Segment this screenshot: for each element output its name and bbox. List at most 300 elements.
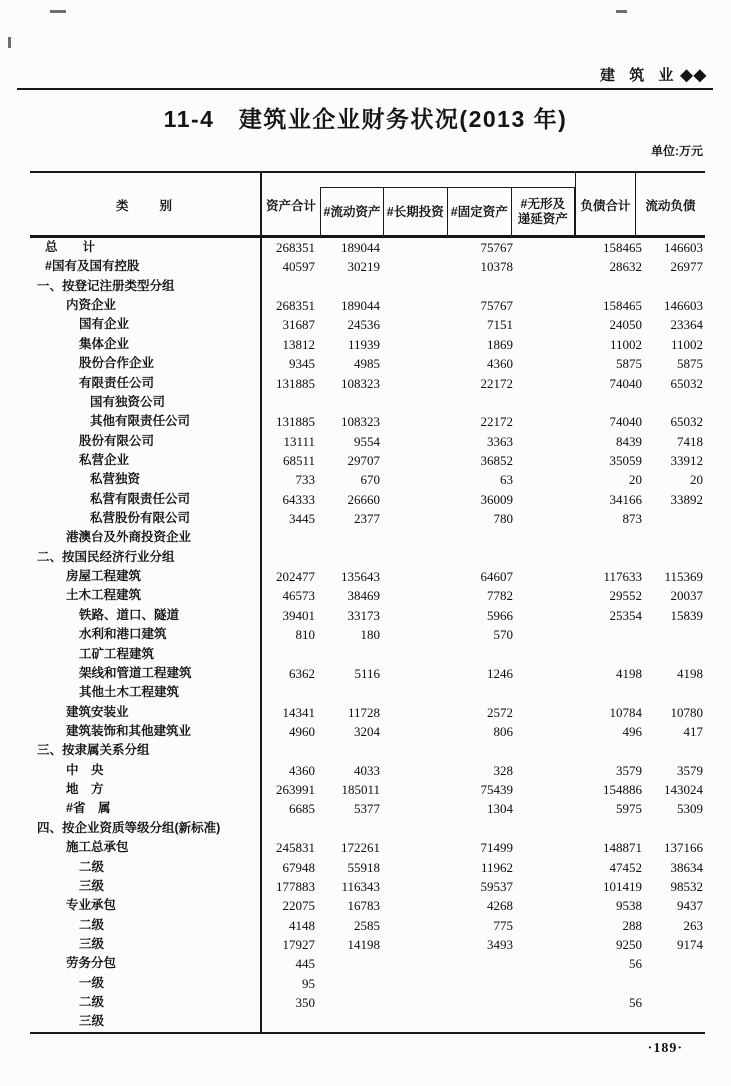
cell-intangible-deferred (513, 335, 575, 354)
col-header-current-liabilities: 流动负债 (635, 173, 705, 237)
row-label: 房屋工程建筑 (30, 567, 262, 586)
cell-intangible-deferred (513, 296, 575, 315)
table-row (30, 683, 705, 702)
table-row (30, 548, 705, 567)
cell-assets-total: 68511 (282, 452, 315, 468)
cell-current-assets (315, 528, 380, 547)
cell-liabilities-total: 9538 (616, 898, 642, 914)
cell-current-liabilities (642, 819, 705, 838)
cell-longterm-investment (380, 412, 447, 431)
row-label: 二级 (30, 993, 262, 1012)
cell-current-liabilities: 20037 (670, 588, 703, 604)
cell-current-assets: 135643 (341, 569, 380, 585)
col-header-assets-total: 资产合计 (265, 199, 316, 213)
cell-intangible-deferred (513, 858, 575, 877)
cell-intangible-deferred (513, 877, 575, 896)
cell-current-liabilities: 417 (683, 723, 703, 739)
cell-assets-total (262, 528, 315, 547)
cell-current-assets: 189044 (341, 298, 380, 314)
table-row (30, 315, 705, 334)
row-label: 铁路、道口、隧道 (30, 606, 262, 625)
cell-longterm-investment (380, 838, 447, 857)
cell-current-liabilities: 9437 (677, 898, 703, 914)
cell-assets-total: 4360 (289, 762, 315, 778)
cell-current-assets: 11728 (347, 704, 380, 720)
cell-liabilities-total: 288 (622, 917, 642, 933)
row-label: 港澳台及外商投资企业 (30, 528, 262, 547)
table-row (30, 586, 705, 605)
cell-liabilities-total (575, 683, 642, 702)
row-label: 三、按隶属关系分组 (30, 741, 262, 760)
col-header-longterm-investment: #长期投资 (383, 187, 449, 237)
cell-intangible-deferred (513, 974, 575, 993)
cell-longterm-investment (380, 799, 447, 818)
cell-current-liabilities: 33892 (670, 491, 703, 507)
cell-longterm-investment (380, 703, 447, 722)
cell-longterm-investment (380, 683, 447, 702)
table-row (30, 257, 705, 276)
row-label: 劳务分包 (30, 954, 262, 973)
cell-assets-total: 4148 (289, 917, 315, 933)
table-row (30, 296, 705, 315)
row-label: 国有企业 (30, 315, 262, 334)
cell-longterm-investment (380, 296, 447, 315)
col-header-intangible-line2: 递延资产 (517, 212, 568, 226)
cell-current-liabilities (642, 741, 705, 760)
cell-current-assets: 2377 (354, 511, 380, 527)
cell-fixed-assets: 7782 (487, 588, 513, 604)
cell-liabilities-total: 20 (629, 472, 642, 488)
cell-current-assets: 180 (360, 627, 380, 643)
cell-assets-total: 263991 (276, 782, 315, 798)
cell-intangible-deferred (513, 490, 575, 509)
table-row (30, 645, 705, 664)
cell-longterm-investment (380, 645, 447, 664)
cell-fixed-assets: 3493 (487, 936, 513, 952)
cell-current-assets: 108323 (341, 375, 380, 391)
cell-intangible-deferred (513, 993, 575, 1012)
row-label: 股份合作企业 (30, 354, 262, 373)
cell-fixed-assets: 11962 (480, 859, 513, 875)
cell-liabilities-total: 158465 (603, 240, 642, 255)
cell-current-liabilities: 7418 (677, 433, 703, 449)
cell-assets-total: 3445 (289, 511, 315, 527)
cell-fixed-assets: 1246 (487, 665, 513, 681)
cell-current-assets (315, 974, 380, 993)
row-label: 工矿工程建筑 (30, 645, 262, 664)
cell-liabilities-total: 29552 (609, 588, 642, 604)
cell-fixed-assets (447, 954, 513, 973)
cell-fixed-assets: 7151 (487, 317, 513, 333)
cell-fixed-assets: 59537 (480, 878, 513, 894)
cell-current-liabilities: 5875 (677, 356, 703, 372)
cell-assets-total: 733 (295, 472, 315, 488)
table-row (30, 1012, 705, 1031)
cell-longterm-investment (380, 741, 447, 760)
cell-liabilities-total: 74040 (609, 375, 642, 391)
cell-liabilities-total: 8439 (616, 433, 642, 449)
running-head-label: 建 筑 业 (600, 67, 679, 84)
cell-liabilities-total: 5975 (616, 801, 642, 817)
cell-current-liabilities: 23364 (670, 317, 703, 333)
cell-assets-total (262, 548, 315, 567)
cell-intangible-deferred (513, 238, 575, 257)
finance-table (30, 171, 705, 1034)
table-row (30, 625, 705, 644)
row-label: 私营有限责任公司 (30, 490, 262, 509)
cell-liabilities-total (575, 741, 642, 760)
table-row (30, 490, 705, 509)
cell-liabilities-total: 154886 (603, 782, 642, 798)
table-row (30, 741, 705, 760)
table-row (30, 916, 705, 935)
cell-current-liabilities (642, 277, 705, 296)
row-label: 三级 (30, 1012, 262, 1031)
cell-fixed-assets: 36852 (480, 452, 513, 468)
cell-intangible-deferred (513, 935, 575, 954)
cell-current-assets: 5377 (354, 801, 380, 817)
cell-current-assets: 4033 (354, 762, 380, 778)
table-row (30, 238, 705, 257)
cell-assets-total: 31687 (282, 317, 315, 333)
cell-intangible-deferred (513, 761, 575, 780)
diamond-icons: ◆◆ (680, 66, 707, 84)
cell-current-assets: 16783 (347, 898, 380, 914)
cell-intangible-deferred (513, 509, 575, 528)
table-row (30, 703, 705, 722)
row-label: 内资企业 (30, 296, 262, 315)
table-row (30, 432, 705, 451)
cell-current-liabilities: 263 (683, 917, 703, 933)
cell-assets-total: 245831 (276, 840, 315, 856)
cell-current-liabilities (642, 393, 705, 412)
cell-liabilities-total (575, 645, 642, 664)
table-row (30, 993, 705, 1012)
cell-assets-total: 17927 (282, 936, 315, 952)
cell-liabilities-total (575, 1012, 642, 1031)
cell-fixed-assets: 22172 (480, 375, 513, 391)
cell-intangible-deferred (513, 315, 575, 334)
cell-current-assets (315, 277, 380, 296)
cell-intangible-deferred (513, 683, 575, 702)
cell-longterm-investment (380, 470, 447, 489)
table-row (30, 974, 705, 993)
cell-longterm-investment (380, 335, 447, 354)
cell-intangible-deferred (513, 645, 575, 664)
cell-longterm-investment (380, 935, 447, 954)
table-row (30, 528, 705, 547)
table-row (30, 896, 705, 915)
cell-intangible-deferred (513, 741, 575, 760)
cell-longterm-investment (380, 393, 447, 412)
cell-liabilities-total: 24050 (609, 317, 642, 333)
cell-assets-total (262, 683, 315, 702)
cell-fixed-assets (447, 393, 513, 412)
cell-assets-total (262, 741, 315, 760)
cell-liabilities-total: 3579 (616, 762, 642, 778)
cell-fixed-assets: 780 (493, 511, 513, 527)
cell-current-assets: 108323 (341, 414, 380, 430)
cell-longterm-investment (380, 974, 447, 993)
cell-current-assets (315, 993, 380, 1012)
cell-current-liabilities: 3579 (677, 762, 703, 778)
cell-fixed-assets: 22172 (480, 414, 513, 430)
table-header-row (30, 171, 705, 238)
table-row (30, 935, 705, 954)
scan-artifact (616, 10, 627, 13)
cell-liabilities-total: 10784 (609, 704, 642, 720)
cell-fixed-assets (447, 993, 513, 1012)
cell-fixed-assets: 5966 (487, 607, 513, 623)
cell-liabilities-total: 117633 (603, 569, 642, 585)
cell-longterm-investment (380, 490, 447, 509)
cell-current-assets (315, 954, 380, 973)
cell-fixed-assets (447, 741, 513, 760)
cell-intangible-deferred (513, 896, 575, 915)
cell-longterm-investment (380, 896, 447, 915)
row-label: 私营股份有限公司 (30, 509, 262, 528)
cell-intangible-deferred (513, 393, 575, 412)
cell-current-assets: 11939 (347, 336, 380, 352)
cell-fixed-assets (447, 1012, 513, 1031)
cell-intangible-deferred (513, 780, 575, 799)
cell-intangible-deferred (513, 412, 575, 431)
cell-current-assets: 38469 (347, 588, 380, 604)
scan-artifact (50, 10, 66, 13)
cell-longterm-investment (380, 548, 447, 567)
cell-assets-total: 14341 (282, 704, 315, 720)
cell-current-liabilities: 137166 (664, 840, 703, 856)
cell-current-liabilities: 4198 (677, 665, 703, 681)
cell-assets-total: 4960 (289, 723, 315, 739)
cell-longterm-investment (380, 819, 447, 838)
cell-longterm-investment (380, 664, 447, 683)
cell-assets-total: 268351 (276, 240, 315, 255)
cell-longterm-investment (380, 528, 447, 547)
cell-liabilities-total: 56 (629, 995, 642, 1011)
cell-current-liabilities (642, 974, 705, 993)
cell-longterm-investment (380, 315, 447, 334)
cell-current-liabilities: 26977 (670, 259, 703, 275)
cell-liabilities-total (575, 528, 642, 547)
cell-current-liabilities: 65032 (670, 375, 703, 391)
cell-intangible-deferred (513, 567, 575, 586)
cell-assets-total: 131885 (276, 414, 315, 430)
cell-liabilities-total: 148871 (603, 840, 642, 856)
cell-current-assets: 30219 (347, 259, 380, 275)
cell-current-liabilities (642, 993, 705, 1012)
cell-current-liabilities (642, 528, 705, 547)
cell-fixed-assets (447, 277, 513, 296)
cell-assets-total (262, 277, 315, 296)
row-label: 其他有限责任公司 (30, 412, 262, 431)
table-row (30, 354, 705, 373)
cell-current-liabilities: 9174 (677, 936, 703, 952)
cell-assets-total: 95 (302, 975, 315, 991)
cell-current-liabilities: 20 (690, 472, 703, 488)
cell-fixed-assets: 71499 (480, 840, 513, 856)
table-row (30, 606, 705, 625)
cell-current-assets: 14198 (347, 936, 380, 952)
cell-current-liabilities: 15839 (670, 607, 703, 623)
row-label: 建筑安装业 (30, 703, 262, 722)
table-row (30, 412, 705, 431)
cell-fixed-assets: 4268 (487, 898, 513, 914)
cell-fixed-assets: 2572 (487, 704, 513, 720)
cell-assets-total: 131885 (276, 375, 315, 391)
cell-assets-total: 22075 (282, 898, 315, 914)
cell-liabilities-total: 873 (622, 511, 642, 527)
cell-current-assets: 116343 (341, 878, 380, 894)
cell-current-liabilities: 11002 (670, 336, 703, 352)
row-label: 水利和港口建筑 (30, 625, 262, 644)
row-label: 二级 (30, 916, 262, 935)
cell-assets-total: 40597 (282, 259, 315, 275)
cell-intangible-deferred (513, 954, 575, 973)
cell-intangible-deferred (513, 1012, 575, 1031)
cell-intangible-deferred (513, 451, 575, 470)
cell-longterm-investment (380, 993, 447, 1012)
cell-fixed-assets (447, 683, 513, 702)
cell-longterm-investment (380, 238, 447, 257)
cell-current-liabilities: 146603 (664, 298, 703, 314)
cell-liabilities-total: 25354 (609, 607, 642, 623)
cell-current-assets: 5116 (354, 665, 380, 681)
table-row (30, 567, 705, 586)
cell-liabilities-total (575, 277, 642, 296)
row-label: 私营企业 (30, 451, 262, 470)
cell-fixed-assets: 775 (493, 917, 513, 933)
row-label: 一、按登记注册类型分组 (30, 277, 262, 296)
cell-current-liabilities (642, 645, 705, 664)
cell-longterm-investment (380, 761, 447, 780)
cell-current-assets: 29707 (347, 452, 380, 468)
cell-fixed-assets: 3363 (487, 433, 513, 449)
cell-liabilities-total: 56 (629, 956, 642, 972)
row-label: 地 方 (30, 780, 262, 799)
cell-longterm-investment (380, 780, 447, 799)
cell-fixed-assets (447, 548, 513, 567)
cell-assets-total: 202477 (276, 569, 315, 585)
row-label: #省 属 (30, 799, 262, 818)
table-row (30, 451, 705, 470)
cell-current-assets: 2585 (354, 917, 380, 933)
cell-liabilities-total: 101419 (603, 878, 642, 894)
row-label: 国有独资公司 (30, 393, 262, 412)
row-label: 集体企业 (30, 335, 262, 354)
cell-intangible-deferred (513, 470, 575, 489)
cell-current-assets: 185011 (341, 782, 380, 798)
cell-longterm-investment (380, 916, 447, 935)
cell-current-liabilities: 115369 (664, 569, 703, 585)
running-head-rule (17, 88, 713, 90)
cell-intangible-deferred (513, 548, 575, 567)
cell-liabilities-total: 34166 (609, 491, 642, 507)
table-row (30, 877, 705, 896)
cell-assets-total: 810 (295, 627, 315, 643)
cell-fixed-assets (447, 974, 513, 993)
cell-fixed-assets: 4360 (487, 356, 513, 372)
cell-assets-total (262, 1012, 315, 1031)
cell-longterm-investment (380, 432, 447, 451)
cell-current-liabilities: 65032 (670, 414, 703, 430)
cell-intangible-deferred (513, 819, 575, 838)
cell-intangible-deferred (513, 277, 575, 296)
cell-longterm-investment (380, 954, 447, 973)
cell-assets-total: 13812 (282, 336, 315, 352)
cell-current-assets: 55918 (347, 859, 380, 875)
cell-current-liabilities: 5309 (677, 801, 703, 817)
cell-liabilities-total (575, 393, 642, 412)
cell-longterm-investment (380, 374, 447, 393)
cell-current-assets: 26660 (347, 491, 380, 507)
row-label: 总 计 (30, 238, 262, 257)
cell-longterm-investment (380, 451, 447, 470)
row-label: 架线和管道工程建筑 (30, 664, 262, 683)
col-header-current-assets: #流动资产 (320, 187, 384, 237)
row-label: 土木工程建筑 (30, 586, 262, 605)
cell-current-assets: 670 (360, 472, 380, 488)
cell-longterm-investment (380, 277, 447, 296)
cell-current-liabilities: 146603 (664, 240, 703, 255)
col-header-fixed-assets: #固定资产 (447, 187, 513, 237)
cell-fixed-assets: 328 (493, 762, 513, 778)
cell-longterm-investment (380, 257, 447, 276)
cell-liabilities-total: 158465 (603, 298, 642, 314)
cell-current-liabilities (642, 625, 705, 644)
cell-assets-total: 39401 (282, 607, 315, 623)
cell-fixed-assets: 75439 (480, 782, 513, 798)
cell-fixed-assets: 1304 (487, 801, 513, 817)
col-header-intangible-deferred (511, 187, 576, 237)
cell-current-liabilities: 33912 (670, 452, 703, 468)
cell-intangible-deferred (513, 586, 575, 605)
cell-current-assets (315, 393, 380, 412)
table-row (30, 393, 705, 412)
cell-current-liabilities: 10780 (670, 704, 703, 720)
cell-fixed-assets: 806 (493, 723, 513, 739)
cell-current-liabilities (642, 683, 705, 702)
cell-fixed-assets: 75767 (480, 240, 513, 255)
cell-current-assets: 172261 (341, 840, 380, 856)
scan-artifact (8, 37, 11, 48)
cell-liabilities-total: 35059 (609, 452, 642, 468)
cell-fixed-assets: 75767 (480, 298, 513, 314)
cell-intangible-deferred (513, 799, 575, 818)
cell-assets-total (262, 645, 315, 664)
cell-fixed-assets (447, 528, 513, 547)
cell-longterm-investment (380, 625, 447, 644)
cell-intangible-deferred (513, 625, 575, 644)
page-title: 11-4 建筑业企业财务状况(2013 年) (163, 106, 568, 132)
cell-fixed-assets: 63 (500, 472, 513, 488)
col-header-liabilities-total: 负债合计 (575, 173, 635, 237)
cell-liabilities-total (575, 548, 642, 567)
cell-current-assets (315, 683, 380, 702)
cell-liabilities-total: 11002 (609, 336, 642, 352)
table-row (30, 664, 705, 683)
cell-current-assets (315, 741, 380, 760)
row-label: 二、按国民经济行业分组 (30, 548, 262, 567)
table-body (30, 238, 705, 1034)
cell-intangible-deferred (513, 664, 575, 683)
cell-longterm-investment (380, 722, 447, 741)
table-row (30, 858, 705, 877)
cell-current-assets (315, 645, 380, 664)
cell-intangible-deferred (513, 838, 575, 857)
row-label: 三级 (30, 877, 262, 896)
cell-current-assets: 33173 (347, 607, 380, 623)
